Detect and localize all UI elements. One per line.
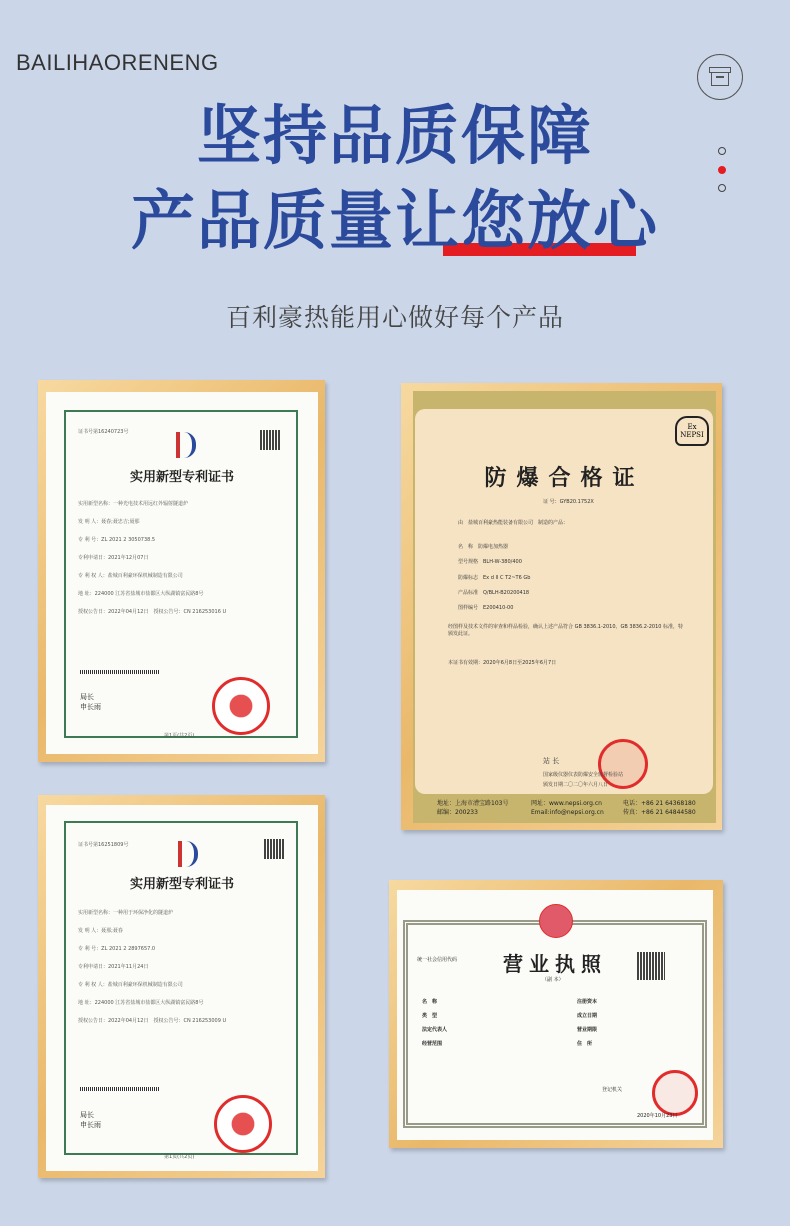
field: 发 明 人：聂那;聂春 — [78, 928, 123, 934]
field: 授权公告日：2022年04月12日 授权公告号：CN 216253009 U — [78, 1018, 227, 1024]
field-label: 注册资本 — [577, 999, 598, 1005]
field: 专 利 权 人：盐城百利豪环保机械制造有限公司 — [78, 982, 183, 988]
field-label: 住 所 — [577, 1041, 593, 1047]
field: 由 盐城百利豪热能装备有限公司 制造的产品： — [458, 520, 569, 526]
registrar-label: 登记机关 — [602, 1087, 623, 1093]
field: 产品标准 Q/BLH-B20200418 — [458, 590, 530, 596]
cert-title: 防爆合格证 — [484, 466, 645, 491]
issuer: 国家级仪器仪表防爆安全监督检验站 — [543, 772, 624, 778]
official-seal — [652, 1070, 698, 1116]
archive-box-icon[interactable] — [697, 54, 743, 100]
field: 实用新型名称：一种用于环保净化的隧道炉 — [78, 910, 174, 916]
qr-code — [264, 839, 284, 859]
page-footer: 第1页(共2页) — [164, 1154, 195, 1160]
field: 防爆标志 Ex d II C T2~T6 Gb — [458, 575, 531, 581]
business-license — [389, 880, 723, 1148]
field: 发 明 人：聂春;聂忠吉;聂那 — [78, 519, 140, 525]
sign-label: 站 长 — [543, 757, 560, 765]
issue-date: 颁发日期二〇二〇年六月八日 — [543, 782, 609, 788]
field: 授权公告日：2022年04月12日 授权公告号：CN 216253016 U — [78, 609, 227, 615]
hero-subtitle: 百利豪热能用心做好每个产品 — [225, 303, 564, 332]
cert-number: 证 号：GYB20.1752X — [543, 499, 594, 505]
field-label: 营业期限 — [577, 1027, 598, 1033]
hero-title-line2: 产品质量让您放心 — [131, 185, 659, 259]
sign-name: 申长雨 — [80, 1121, 101, 1129]
barcode — [80, 1087, 160, 1091]
national-emblem — [539, 904, 573, 938]
hero-title-line1: 坚持品质保障 — [197, 100, 593, 174]
patent-certificate-1 — [38, 380, 325, 762]
cert-title: 实用新型专利证书 — [129, 470, 234, 485]
copy-label: （副 本） — [542, 977, 564, 983]
footer-web: 网址：www.nepsi.org.cn — [531, 800, 602, 807]
field: 专利申请日：2021年11月24日 — [78, 964, 149, 970]
issue-date: 2020年10月23日 — [637, 1113, 678, 1119]
field: 图样编号 E200410-00 — [458, 605, 514, 611]
field-label: 成立日期 — [577, 1013, 598, 1019]
official-seal — [212, 677, 270, 735]
cert-number: 证书号第16251809号 — [78, 842, 129, 848]
footer-zip: 邮编：200233 — [437, 809, 478, 816]
field-label: 经营范围 — [422, 1041, 443, 1047]
page-footer: 第1页(共2页) — [164, 733, 195, 739]
brand-name: BAILIHAORENENG — [16, 50, 219, 75]
field: 地 址：224000 江苏省盐城市盐都区大纵湖镇富民路8号 — [78, 591, 204, 597]
cert-title: 实用新型专利证书 — [129, 877, 234, 892]
footer-address: 地址：上海市漕宝路103号 — [437, 800, 509, 807]
sign-name: 申长雨 — [80, 703, 101, 711]
field-label: 类 型 — [422, 1013, 438, 1019]
sign-label: 局长 — [80, 1111, 94, 1119]
field-label: 名 称 — [422, 999, 438, 1005]
official-seal — [214, 1095, 272, 1153]
field: 专 利 权 人：盐城百利豪环保机械制造有限公司 — [78, 573, 183, 579]
qr-code — [260, 430, 280, 450]
field: 名 称 防爆电加热器 — [458, 544, 509, 550]
field: 专 利 号：ZL 2021 2 2897657.0 — [78, 946, 156, 952]
field: 实用新型名称：一种光电技术用远红外辐射隧道炉 — [78, 501, 189, 507]
nepsi-logo: Ex NEPSI — [675, 416, 709, 446]
field: 专利申请日：2021年12月07日 — [78, 555, 149, 561]
barcode — [80, 670, 160, 674]
cert-title: 营业执照 — [503, 952, 607, 976]
field: 经图样及技术文件的审查和样品检验，确认上述产品符合 GB 3836.1-2010、GB 3836.2-2010 标准，特颁发此证。 — [448, 624, 684, 637]
field: 型号规格 BLH-W-380/400 — [458, 559, 522, 565]
field-label: 法定代表人 — [422, 1027, 448, 1033]
footer-phone: 电话：+86 21 64368180 — [623, 800, 696, 807]
patent-certificate-2 — [38, 795, 325, 1178]
footer-email: Email:info@nepsi.org.cn — [531, 809, 604, 816]
cert-number: 证书号第16240723号 — [78, 429, 129, 435]
field: 专 利 号：ZL 2021 2 3050738.5 — [78, 537, 156, 543]
qr-code — [637, 952, 665, 980]
footer-fax: 传真：+86 21 64844580 — [623, 809, 696, 816]
field: 地 址：224000 江苏省盐城市盐都区大纵湖镇富民路8号 — [78, 1000, 204, 1006]
explosion-proof-certificate — [401, 383, 722, 830]
credit-code-label: 统一社会信用代码 — [417, 957, 458, 963]
field: 本证书有效期：2020年6月8日至2025年6月7日 — [448, 660, 557, 666]
sign-label: 局长 — [80, 693, 94, 701]
